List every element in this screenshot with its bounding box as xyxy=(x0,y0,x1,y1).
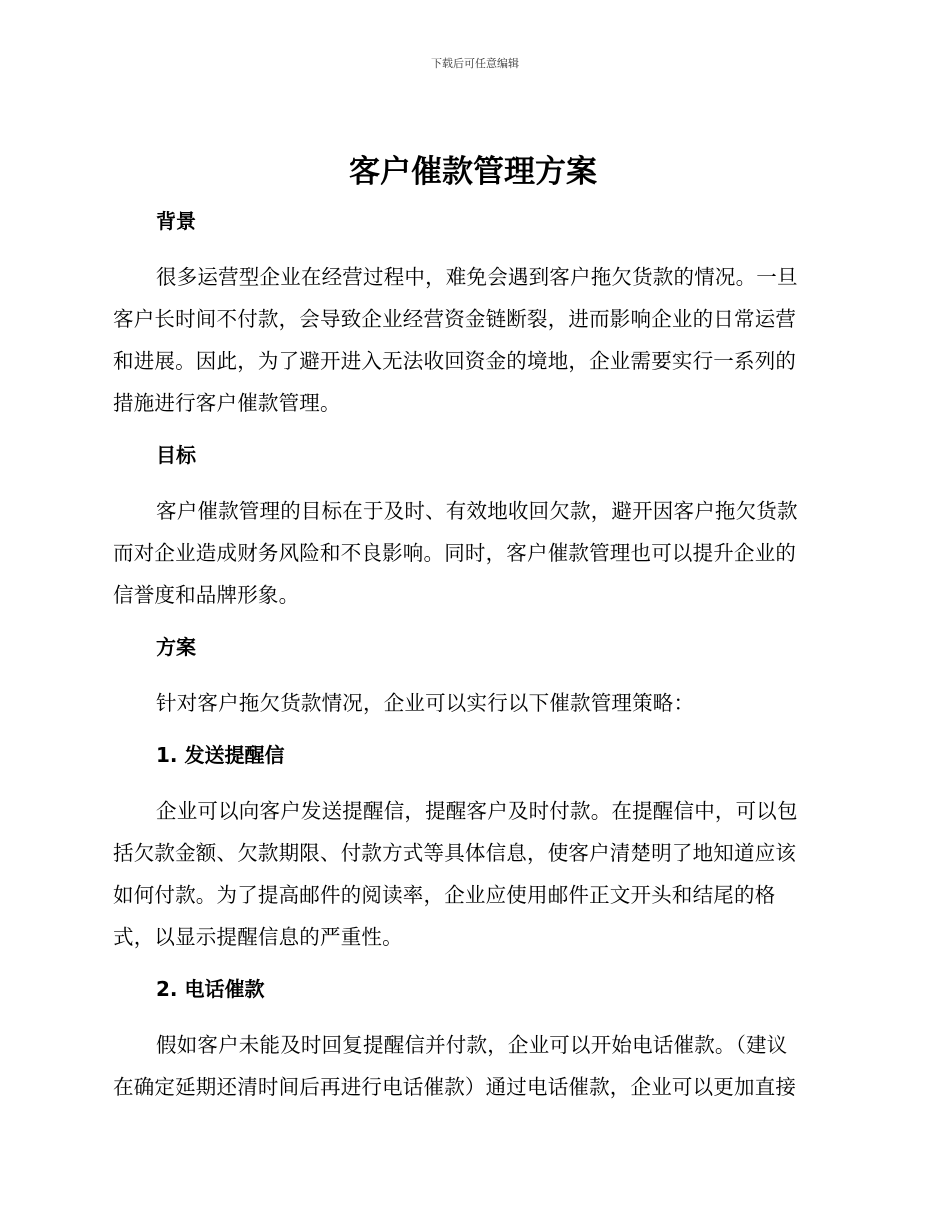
paragraph-line: 和进展。因此，为了避开进入无法收回资金的境地，企业需要实行一系列的 xyxy=(113,349,797,373)
section-heading-step2: 2. 电话催款 xyxy=(156,977,265,1001)
paragraph-step2 xyxy=(113,1024,833,1108)
section-heading-step1: 1. 发送提醒信 xyxy=(156,743,285,767)
paragraph-line: 括欠款金额、欠款期限、付款方式等具体信息，使客户清楚明了地知道应该 xyxy=(113,841,797,865)
section-heading-goal: 目标 xyxy=(156,443,196,467)
paragraph-line: 如何付款。为了提高邮件的阅读率，企业应使用邮件正文开头和结尾的格 xyxy=(113,883,776,907)
document-title: 客户催款管理方案 xyxy=(349,154,597,190)
paragraph-line: 式，以显示提醒信息的严重性。 xyxy=(113,925,403,949)
paragraph-line: 假如客户未能及时回复提醒信并付款，企业可以开始电话催款。（建议 xyxy=(156,1033,788,1057)
paragraph-line: 企业可以向客户发送提醒信，提醒客户及时付款。在提醒信中，可以包 xyxy=(156,799,798,823)
section-heading-background: 背景 xyxy=(156,209,196,233)
paragraph-line: 信誉度和品牌形象。 xyxy=(113,583,300,607)
paragraph-line: 在确定延期还清时间后再进行电话催款）通过电话催款，企业可以更加直接 xyxy=(113,1075,797,1099)
paragraph-line: 客户催款管理的目标在于及时、有效地收回欠款，避开因客户拖欠货款 xyxy=(156,499,798,523)
paragraph-plan-intro: 针对客户拖欠货款情况，企业可以实行以下催款管理策略： xyxy=(156,691,695,715)
paragraph-background xyxy=(113,256,833,424)
paragraph-line: 措施进行客户催款管理。 xyxy=(113,391,341,415)
paragraph-line: 客户长时间不付款，会导致企业经营资金链断裂，进而影响企业的日常运营 xyxy=(113,307,797,331)
paragraph-line: 而对企业造成财务风险和不良影响。同时，客户催款管理也可以提升企业的 xyxy=(113,541,797,565)
paragraph-line: 很多运营型企业在经营过程中，难免会遇到客户拖欠货款的情况。一旦 xyxy=(156,265,798,289)
section-heading-plan: 方案 xyxy=(156,635,196,659)
paragraph-step1 xyxy=(113,790,833,958)
header-note: 下载后可任意编辑 xyxy=(431,57,519,70)
paragraph-goal xyxy=(113,490,833,616)
document-body xyxy=(113,150,833,1108)
